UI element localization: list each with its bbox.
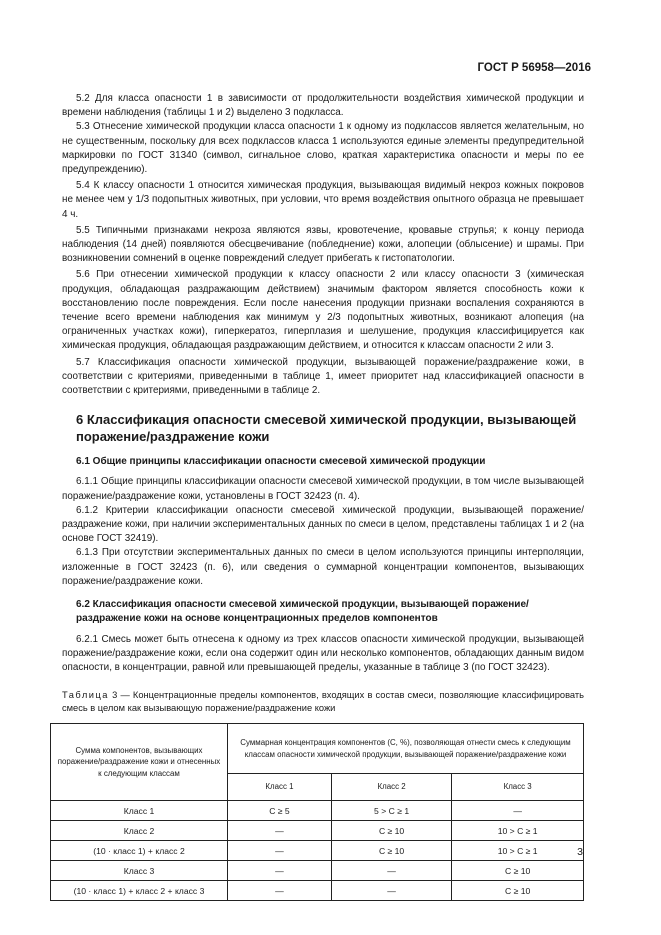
table-caption-text: 3 — Концентрационные пределы компонентов, входящих в состав смеси, позволяющие классифицировать смесь в целом как вызывающую поражение/раздражение кожи bbox=[62, 690, 584, 714]
page-number: 3 bbox=[577, 846, 583, 858]
col-header-components: Сумма компонентов, вызывающих поражение/раздражение кожи и отнесенных к следующим классам bbox=[51, 724, 228, 801]
col-header-class-2: Класс 2 bbox=[331, 774, 451, 801]
paragraph-5-3: 5.3 Отнесение химической продукции класса опасности 1 к одному из подклассов является желательным, но не существенным, поскольку для всех подклассов класса 1 используются единые элементы предупредительной маркировки по ГОСТ 31340 (символ, сигнальное слово, краткая характеристика опасности и меры по ее предупреждению). bbox=[62, 121, 584, 176]
table-cell: — bbox=[331, 861, 451, 881]
table-cell: — bbox=[228, 841, 332, 861]
table-caption bbox=[62, 689, 584, 715]
table-cell: — bbox=[228, 861, 332, 881]
table-cell: C ≥ 10 bbox=[452, 881, 584, 901]
table-cell: C ≥ 10 bbox=[452, 861, 584, 881]
col-header-class-1: Класс 1 bbox=[228, 774, 332, 801]
table-cell: 10 > C ≥ 1 bbox=[452, 841, 584, 861]
paragraph-5-4: 5.4 К классу опасности 1 относится химическая продукция, вызывающая видимый некроз кожных покровов не менее чем у 1/3 подопытных животных, при условии, что время воздействия опытного образца не превышает 4 ч. bbox=[62, 180, 584, 220]
paragraph-6-2-1: 6.2.1 Смесь может быть отнесена к одному из трех классов опасности химической продукции, вызывающей поражение/раздражение кожи, если она содержит один или несколько компонентов, обладающих данным видом опасности, в концентрации, равной или превышающей пределы, указанные в таблице 3 (по ГОСТ 32423). bbox=[62, 633, 584, 673]
table-cell: (10 · класс 1) + класс 2 bbox=[51, 841, 228, 861]
col-header-class-3: Класс 3 bbox=[452, 774, 584, 801]
paragraph-6-1-3: 6.1.3 При отсутствии экспериментальных данных по смеси в целом используются принципы интерполяции, изложенные в ГОСТ 32423 (п. 6), или сведения о суммарной концентрации компонентов, вызывающих поражение/раздражение кожи. bbox=[62, 547, 584, 587]
table-row bbox=[51, 801, 584, 821]
document-body bbox=[57, 92, 584, 901]
table-cell: C ≥ 5 bbox=[228, 801, 332, 821]
section-6-1-title: 6.1 Общие принципы классификации опасности смесевой химической продукции bbox=[76, 456, 486, 468]
table-row bbox=[51, 881, 584, 901]
concentration-limits-table bbox=[50, 723, 584, 901]
table-cell: — bbox=[331, 881, 451, 901]
paragraph-5-7: 5.7 Классификация опасности химической продукции, вызывающей поражение/раздражение кожи, в соответствии с критериями, приведенными в таблице 1, имеет приоритет над классификацией опасности в соответствии с критериями, приведенными в таблице 2. bbox=[62, 356, 584, 397]
table-cell: Класс 2 bbox=[51, 821, 228, 841]
paragraph-6-1-1: 6.1.1 Общие принципы классификации опасности смесевой химической продукции, в том числе вызывающей поражение/раздражение кожи, установлены в ГОСТ 32423 (п. 4). bbox=[62, 476, 584, 502]
section-6-2-title: 6.2 Классификация опасности смесевой химической продукции, вызывающей поражение/раздражение кожи на основе концентрационных пределов компонентов bbox=[76, 599, 529, 625]
col-header-group: Суммарная концентрация компонентов (С, %), позволяющая отнести смесь к следующим классам опасности химической продукции, вызывающей поражение/раздражение кожи bbox=[228, 724, 584, 774]
table-cell: Класс 3 bbox=[51, 861, 228, 881]
table-cell: Класс 1 bbox=[51, 801, 228, 821]
table-row bbox=[51, 841, 584, 861]
table-cell: 5 > C ≥ 1 bbox=[331, 801, 451, 821]
table-cell: — bbox=[452, 801, 584, 821]
paragraph-5-5: 5.5 Типичными признаками некроза являются язвы, кровотечение, кровавые струпья; к концу периода наблюдения (14 дней) появляются обесцвечивание (побледнение) кожи, алопеции (облысение) и шрамы. При возникновении сомнений в оценке повреждений следует прибегать к гистопатологии. bbox=[62, 224, 584, 265]
table-cell: — bbox=[228, 821, 332, 841]
table-cell: (10 · класс 1) + класс 2 + класс 3 bbox=[51, 881, 228, 901]
table-cell: 10 > C ≥ 1 bbox=[452, 821, 584, 841]
table-cell: C ≥ 10 bbox=[331, 821, 451, 841]
paragraph-5-6: 5.6 При отнесении химической продукции к классу опасности 2 или классу опасности 3 (химическая продукция, обладающая раздражающим действием) значимым фактором является способность кожи к восстановлению после повреждения. Если после нанесения продукции признаки воспаления сохраняются в течение всего времени наблюдения как минимум у 2/3 подопытных животных, возникают алопеция (на ограниченных участках кожи), гиперкератоз, гиперплазия и шелушение, продукция классифицируется как химическая продукция, обладающая раздражающим действием, и относится к классам опасности 2 или 3. bbox=[62, 269, 584, 352]
paragraph-5-2: 5.2 Для класса опасности 1 в зависимости от продолжительности воздействия химической продукции и времени наблюдения (таблицы 1 и 2) выделено 3 подкласса. bbox=[62, 93, 584, 119]
table-caption-label: Таблица bbox=[62, 690, 109, 701]
section-6-title: 6 Классификация опасности смесевой химической продукции, вызывающей поражение/раздражение кожи bbox=[76, 412, 577, 445]
table-cell: — bbox=[228, 881, 332, 901]
table-cell: C ≥ 10 bbox=[331, 841, 451, 861]
paragraph-6-1-2: 6.1.2 Критерии классификации опасности смесевой химической продукции, вызывающей поражение/раздражение кожи, при наличии экспериментальных данных по смеси в целом, представлены таблицах 1 и 2 (на основе ГОСТ 32419). bbox=[62, 504, 584, 545]
table-header-row bbox=[51, 724, 584, 774]
table-row bbox=[51, 821, 584, 841]
table-row bbox=[51, 861, 584, 881]
standard-header: ГОСТ Р 56958—2016 bbox=[477, 62, 591, 74]
